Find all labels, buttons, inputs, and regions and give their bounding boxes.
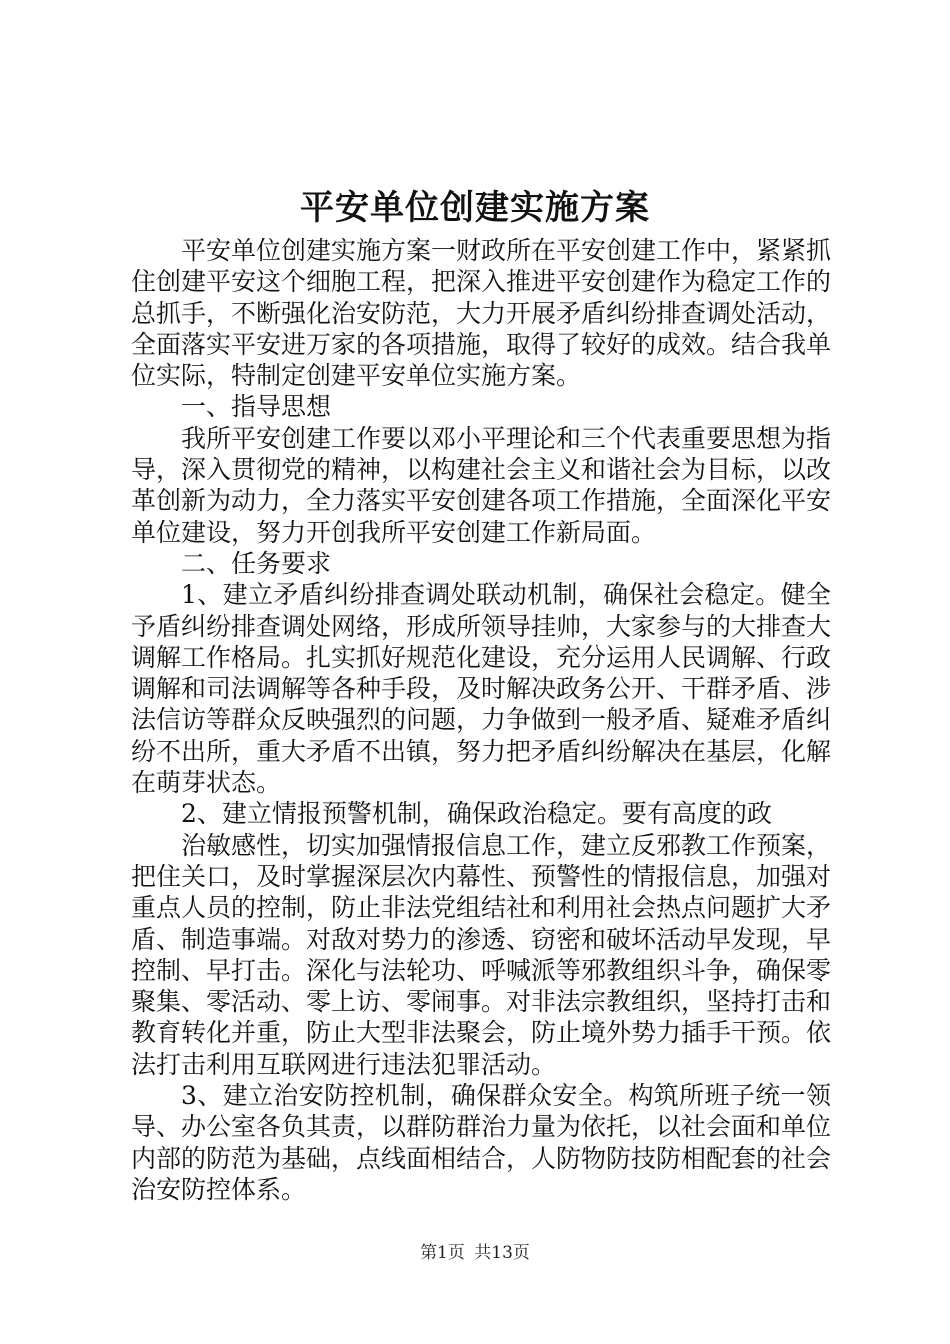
paragraph-guiding-ideology: 我所平安创建工作要以邓小平理论和三个代表重要思想为指导，深入贯彻党的精神，以构建社会主义和谐社会为目标，以改革创新为动力，全力落实平安创建各项工作措施，全面深化平安单位建设，努力开创我所平安创建工作新局面。 [131, 423, 832, 547]
paragraph-task-2-body: 治敏感性，切实加强情报信息工作，建立反邪教工作预案，把住关口，及时掌握深层次内幕性、预警性的情报信息，加强对重点人员的控制，防止非法党组结社和利用社会热点问题扩大矛盾、制造事端。对敌对势力的渗透、窃密和破坏活动早发现，早控制、早打击。深化与法轮功、呼喊派等邪教组织斗争，确保零聚集、零活动、零上访、零闹事。对非法宗教组织，坚持打击和教育转化并重，防止大型非法聚会，防止境外势力插手干预。依法打击利用互联网进行违法犯罪活动。 [131, 830, 832, 1079]
paragraph-task-3: 3、建立治安防控机制，确保群众安全。构筑所班子统一领导、办公室各负其责，以群防群治力量为依托，以社会面和单位内部的防范为基础，点线面相结合，人防物防技防相配套的社会治安防控体系。 [131, 1081, 832, 1204]
section-heading-guiding-ideology: 一、指导思想 [181, 392, 332, 422]
document-body [131, 235, 831, 1205]
paragraph-task-1: 1、建立矛盾纠纷排查调处联动机制，确保社会稳定。健全予盾纠纷排查调处网络，形成所领导挂帅，大家参与的大排查大调解工作格局。扎实抓好规范化建设，充分运用人民调解、行政调解和司法调解等各种手段，及时解决政务公开、干群矛盾、涉法信访等群众反映强烈的问题，力争做到一般矛盾、疑难矛盾纠纷不出所，重大矛盾不出镇，努力把矛盾纠纷解决在基层，化解在萌芽状态。 [131, 580, 832, 798]
page-title: 平安单位创建实施方案 [300, 188, 650, 228]
paragraph-intro: 平安单位创建实施方案一财政所在平安创建工作中，紧紧抓住创建平安这个细胞工程，把深入推进平安创建作为稳定工作的总抓手，不断强化治安防范，大力开展矛盾纠纷排查调处活动，全面落实平安进万家的各项措施，取得了较好的成效。结合我单位实际，特制定创建平安单位实施方案。 [131, 236, 832, 391]
page-footer [0, 1241, 950, 1265]
section-heading-task-requirements: 二、任务要求 [181, 548, 332, 578]
page-number: 第1页 [420, 1243, 465, 1263]
paragraph-task-2-lead: 2、建立情报预警机制，确保政治稳定。要有高度的政 [181, 799, 772, 829]
page-total: 共13页 [474, 1243, 530, 1263]
